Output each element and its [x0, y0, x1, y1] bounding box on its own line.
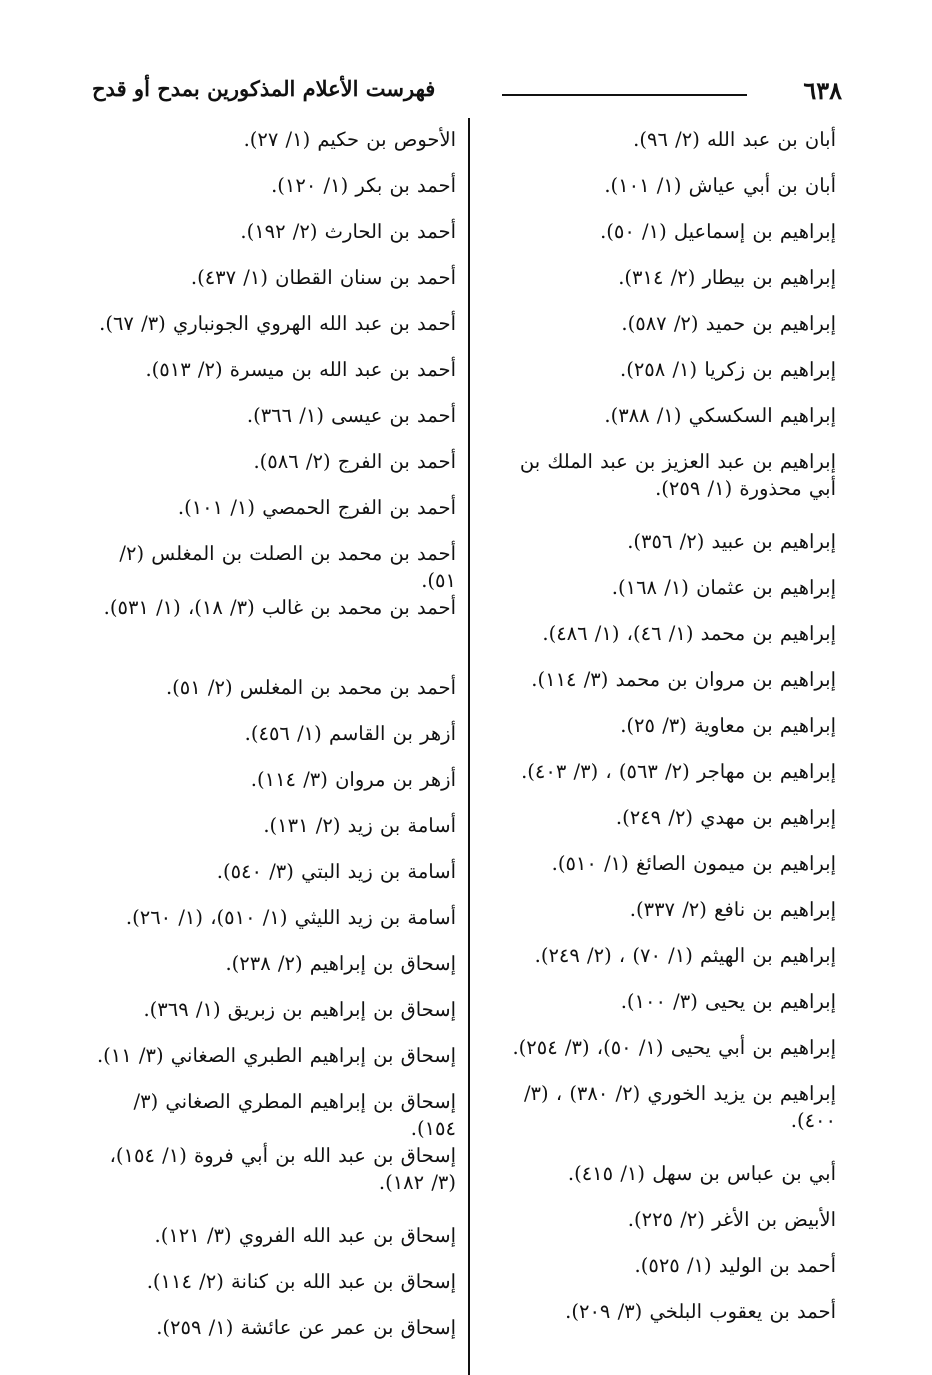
index-entry: إسحاق بن إبراهيم (٢/ ٢٣٨). — [225, 952, 456, 975]
index-entry: أحمد بن محمد بن المغلس (٢/ ٥١). — [165, 676, 456, 699]
index-entry: إبراهيم بن معاوية (٣/ ٢٥). — [620, 714, 836, 737]
index-entry: أبي بن عباس بن سهل (١/ ٤١٥). — [567, 1162, 836, 1185]
index-entry: إبراهيم بن الهيثم (١/ ٧٠) ، (٢/ ٢٤٩). — [534, 944, 836, 967]
index-entry: أسامة بن زيد البتي (٣/ ٥٤٠). — [216, 860, 456, 883]
index-entry: إبراهيم بن نافع (٢/ ٣٣٧). — [629, 898, 836, 921]
index-entry: أحمد بن محمد بن الصلت بن المغلس (٢/ ٥١). — [119, 542, 456, 592]
index-column-right — [486, 126, 836, 1344]
index-entry: أحمد بن بكر (١/ ١٢٠). — [271, 174, 456, 197]
index-entry: أحمد بن الفرج (٢/ ٥٨٦). — [253, 450, 456, 473]
index-entry: إبراهيم بن حميد (٢/ ٥٨٧). — [621, 312, 836, 335]
index-entry: إسحاق بن عمر عن عائشة (١/ ٢٥٩). — [156, 1316, 456, 1339]
index-entry: الأبيض بن الأغر (٢/ ٢٢٥). — [627, 1208, 836, 1231]
index-entry: الأحوص بن حكيم (١/ ٢٧). — [243, 128, 456, 151]
index-entry: إبراهيم بن مروان بن محمد (٣/ ١١٤). — [531, 668, 836, 691]
index-entry: أحمد بن عبد الله الهروي الجونباري (٣/ ٦٧). — [99, 312, 456, 335]
index-entry: إبراهيم السكسكي (١/ ٣٨٨). — [604, 404, 836, 427]
index-entry: إسحاق بن إبراهيم المطري الصغاني (٣/ ١٥٤). — [133, 1090, 456, 1140]
header-rule — [502, 94, 747, 96]
index-entry: إسحاق بن عبد الله بن أبي فروة (١/ ١٥٤)، (٣/ ١٨٢). — [109, 1144, 456, 1194]
page-header — [92, 72, 842, 116]
index-entry: أحمد بن الوليد (١/ ٥٢٥). — [634, 1254, 836, 1277]
index-entry: أحمد بن عيسى (١/ ٣٦٦). — [246, 404, 456, 427]
page-number: ٦٣٨ — [803, 76, 842, 105]
index-entry: أبان بن أبي عياش (١/ ١٠١). — [604, 174, 836, 197]
index-entry: إسحاق بن إبراهيم بن زبريق (١/ ٣٦٩). — [143, 998, 456, 1021]
index-entry: أحمد بن الحارث (٢/ ١٩٢). — [240, 220, 456, 243]
index-entry: إسحاق بن إبراهيم الطبري الصغاني (٣/ ١١). — [96, 1044, 456, 1067]
index-entry: أبان بن عبد الله (٢/ ٩٦). — [633, 128, 836, 151]
index-entry: أحمد بن محمد بن غالب (٣/ ١٨)، (١/ ٥٣١). — [103, 596, 456, 619]
index-entry: إبراهيم بن عبيد (٢/ ٣٥٦). — [627, 530, 836, 553]
index-entry: إسحاق بن عبد الله الفروي (٣/ ١٢١). — [154, 1224, 456, 1247]
index-entry: أحمد بن يعقوب البلخي (٣/ ٢٠٩). — [565, 1300, 836, 1323]
index-entry: إبراهيم بن عبد العزيز بن عبد الملك بن أبي محذورة (١/ ٢٥٩). — [519, 450, 836, 500]
index-entry: إبراهيم بن بيطار (٢/ ٣١٤). — [618, 266, 836, 289]
index-entry: أسامة بن زيد الليثي (١/ ٥١٠)، (١/ ٢٦٠). — [125, 906, 456, 929]
index-entry: أزهر بن القاسم (١/ ٤٥٦). — [244, 722, 456, 745]
index-entry: إبراهيم بن عثمان (١/ ١٦٨). — [611, 576, 836, 599]
index-entry: إبراهيم بن يحيى (٣/ ١٠٠). — [620, 990, 836, 1013]
index-entry: أحمد بن سنان القطان (١/ ٤٣٧). — [190, 266, 456, 289]
page-title: فهرست الأعلام المذكورين بمدح أو قدح — [92, 76, 436, 101]
column-divider — [468, 118, 470, 1375]
index-entry: إبراهيم بن يزيد الخوري (٢/ ٣٨٠) ، (٣/ ٤٠٠). — [523, 1082, 836, 1132]
index-entry: أحمد بن الفرج الحمصي (١/ ١٠١). — [177, 496, 456, 519]
index-entry: أزهر بن مروان (٣/ ١١٤). — [250, 768, 456, 791]
index-column-left — [92, 126, 456, 1360]
index-entry: أحمد بن عبد الله بن ميسرة (٢/ ٥١٣). — [145, 358, 456, 381]
index-entry: إسحاق بن عبد الله بن كنانة (٢/ ١١٤). — [146, 1270, 456, 1293]
index-entry: إبراهيم بن محمد (١/ ٤٦)، (١/ ٤٨٦). — [542, 622, 836, 645]
index-entry: إبراهيم بن إسماعيل (١/ ٥٠). — [600, 220, 836, 243]
index-entry: إبراهيم بن زكريا (١/ ٢٥٨). — [620, 358, 836, 381]
index-entry: أسامة بن زيد (٢/ ١٣١). — [263, 814, 456, 837]
index-entry: إبراهيم بن ميمون الصائغ (١/ ٥١٠). — [551, 852, 836, 875]
index-entry: إبراهيم بن مهدي (٢/ ٢٤٩). — [615, 806, 836, 829]
index-entry: إبراهيم بن مهاجر (٢/ ٥٦٣) ، (٣/ ٤٠٣). — [521, 760, 836, 783]
index-entry: إبراهيم بن أبي يحيى (١/ ٥٠)، (٣/ ٢٥٤). — [512, 1036, 836, 1059]
